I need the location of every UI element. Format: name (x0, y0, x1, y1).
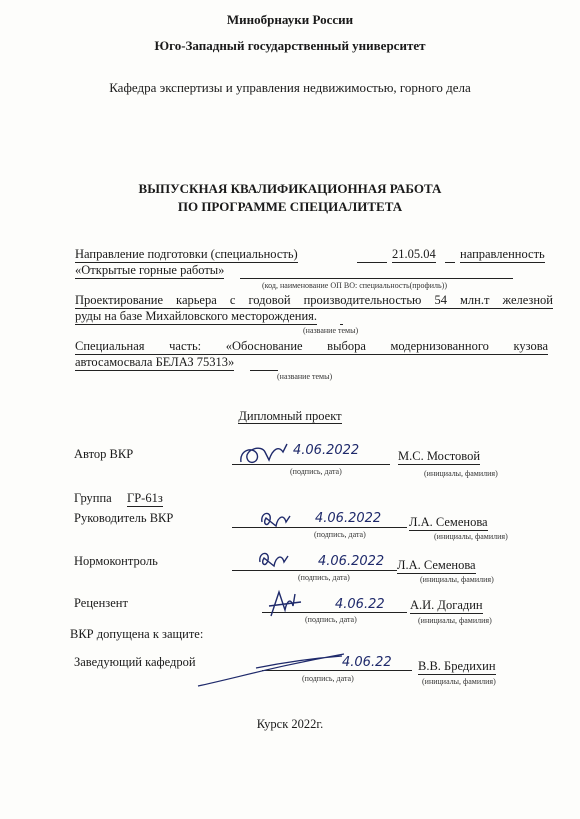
normcontrol-date: 4.06.2022 (318, 554, 385, 569)
direction-blank-2 (445, 262, 455, 263)
document-title-line1: ВЫПУСКНАЯ КВАЛИФИКАЦИОННАЯ РАБОТА (138, 181, 442, 196)
direction-label: Направление подготовки (специальность) (75, 247, 298, 261)
reviewer-signature (265, 586, 309, 620)
direction-code: 21.05.04 (392, 247, 436, 261)
topic-caption: (название темы) (303, 326, 359, 335)
author-name: М.С. Мостовой (398, 449, 481, 463)
head-date: 4.06.22 (342, 655, 392, 670)
normcontrol-name: Л.А. Семенова (397, 558, 476, 572)
supervisor-label: Руководитель ВКР (74, 511, 174, 525)
normcontrol-label: Нормоконтроль (74, 554, 158, 568)
supervisor-name: Л.А. Семенова (409, 515, 488, 529)
reviewer-signature-caption: (подпись, дата) (305, 615, 357, 624)
author-label: Автор ВКР (74, 447, 134, 461)
topic-line2: руды на базе Михайловского месторождения. (75, 309, 318, 323)
special-part-line1: Специальная часть: «Обоснование выбора модернизованного кузова (75, 339, 548, 353)
direction-profile-line (240, 278, 513, 279)
direction-blank-1 (357, 262, 387, 263)
author-name-caption: (инициалы, фамилия) (424, 469, 498, 478)
head-name-caption: (инициалы, фамилия) (422, 677, 496, 686)
direction-profile: «Открытые горные работы» (75, 263, 225, 277)
direction-focus-label: направленность (460, 247, 545, 261)
supervisor-signature (258, 506, 298, 534)
head-signature (196, 650, 346, 690)
supervisor-signature-caption: (подпись, дата) (314, 530, 366, 539)
normcontrol-signature (256, 546, 296, 574)
head-signature-caption: (подпись, дата) (302, 674, 354, 683)
department-heading: Кафедра экспертизы и управления недвижимостью, горного дела (109, 80, 471, 95)
head-name: В.В. Бредихин (418, 659, 496, 673)
supervisor-date: 4.06.2022 (315, 511, 382, 526)
special-part-line-end (250, 370, 278, 371)
normcontrol-name-caption: (инициалы, фамилия) (420, 575, 494, 584)
reviewer-label: Рецензент (74, 596, 128, 610)
group-label: Группа (74, 491, 112, 505)
topic-line1: Проектирование карьера с годовой производительностью 54 млн.т железной (75, 293, 553, 307)
special-part-line2: автосамосвала БЕЛАЗ 75313» (75, 355, 235, 369)
normcontrol-signature-caption: (подпись, дата) (298, 573, 350, 582)
project-type: Дипломный проект (238, 409, 342, 423)
group-value: ГР-61з (127, 491, 163, 505)
reviewer-name-caption: (инициалы, фамилия) (418, 616, 492, 625)
place-year: Курск 2022г. (256, 717, 324, 731)
topic-line-end (340, 324, 343, 325)
reviewer-name: А.И. Догадин (410, 598, 483, 612)
supervisor-name-caption: (инициалы, фамилия) (434, 532, 508, 541)
direction-caption: (код, наименование ОП ВО: специальность(профиль)) (262, 281, 447, 290)
document-title-line2: ПО ПРОГРАММЕ СПЕЦИАЛИТЕТА (177, 199, 403, 214)
author-signature (235, 440, 295, 472)
admitted-label: ВКР допущена к защите: (70, 627, 204, 641)
reviewer-date: 4.06.22 (335, 597, 385, 612)
author-signature-caption: (подпись, дата) (290, 467, 342, 476)
university-heading: Юго-Западный государственный университет (154, 38, 426, 53)
head-label: Заведующий кафедрой (74, 655, 196, 669)
ministry-heading: Минобрнауки России (226, 12, 354, 27)
author-date: 4.06.2022 (293, 443, 360, 458)
special-part-caption: (название темы) (277, 372, 333, 381)
